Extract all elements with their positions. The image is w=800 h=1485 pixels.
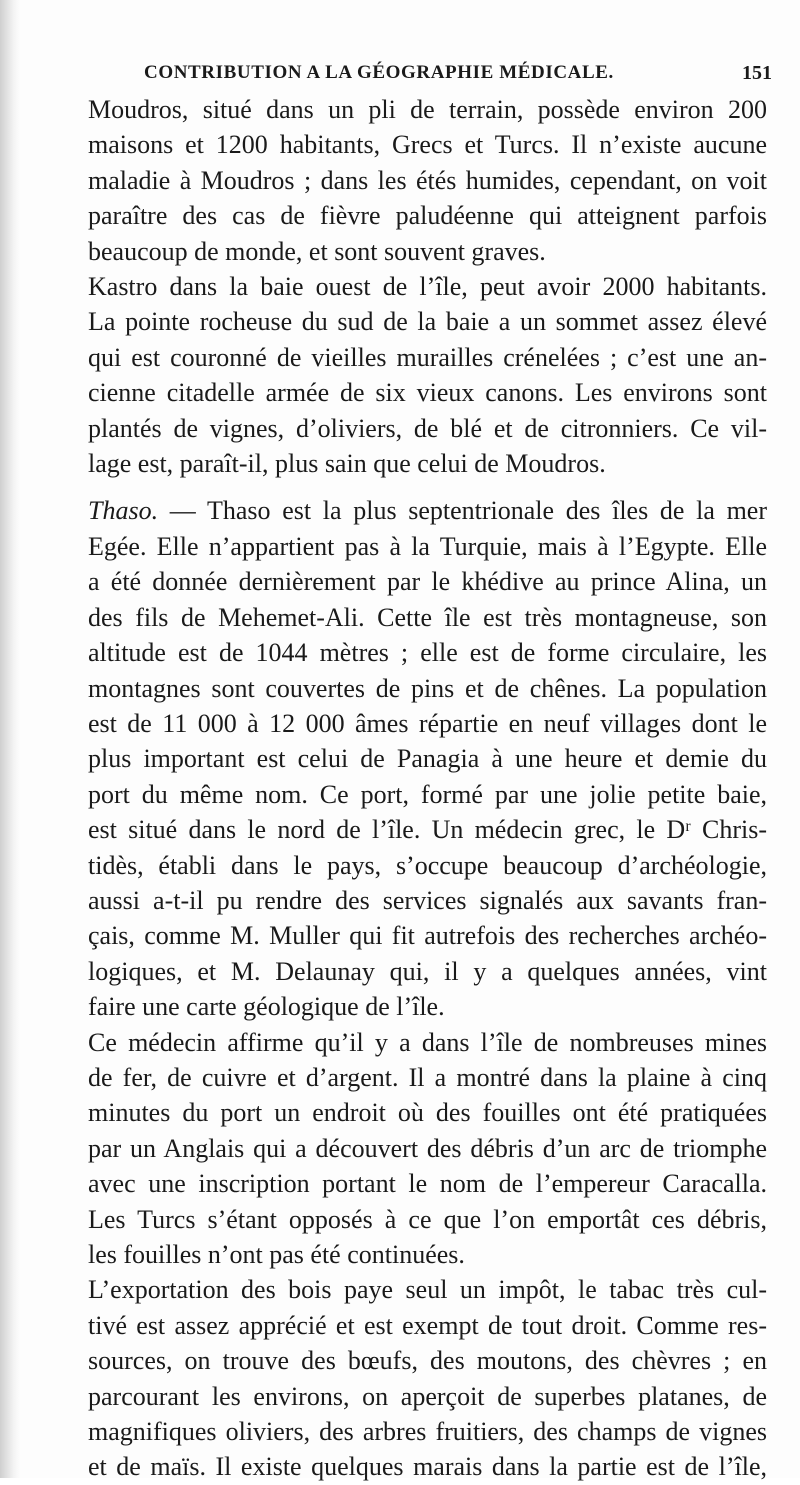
text-line: avec une inscription portant le nom de l’empereur Caracalla. [88,1169,767,1199]
text-line: et de maïs. Il existe quelques marais dans la partie est de l’île, [88,1452,767,1482]
text-line: aussi a-t-il pu rendre des services signalés aux savants fran- [88,885,767,915]
paragraph-mines [62,1025,767,1273]
text-line: lage est, paraît-il, plus sain que celui de Moudros. [88,449,606,479]
text-line: Ce médecin affirme qu’il y a dans l’île de nombreuses mines [88,1027,767,1057]
text-line: tivé est assez apprécié et est exempt de tout droit. Comme res- [88,1310,767,1340]
text-line: plus important est celui de Panagia à une heure et demie du [88,744,767,774]
text-line: altitude est de 1044 mètres ; elle est de forme circulaire, les [88,638,767,668]
text-line: magnifiques oliviers, des arbres fruitiers, des champs de vignes [88,1417,767,1447]
text-line: plantés de vignes, d’oliviers, de blé et de citronniers. Ce vil- [88,413,767,443]
page-header [62,62,776,92]
body-text [62,92,767,1485]
text-line: les fouilles n’ont pas été continuées. [88,1240,465,1269]
text-line: maladie à Moudros ; dans les étés humides, cependant, on voit [88,165,767,195]
text-line: Kastro dans la baie ouest de l’île, peut avoir 2000 habitants. [88,272,767,302]
text-line: port du même nom. Ce port, formé par une jolie petite baie, [88,779,767,809]
text-line: faire une carte géologique de l’île. [88,992,445,1022]
text-line [62,493,767,528]
text-line: de fer, de cuivre et d’argent. Il a montré dans la plaine à cinq [88,1062,767,1092]
paragraph-exportation [62,1272,767,1484]
text-line: Moudros, situé dans un pli de terrain, possède environ 200 [88,95,767,124]
text-line: montagnes sont couvertes de pins et de chênes. La population [88,673,767,703]
text-line: parcourant les environs, on aperçoit de superbes platanes, de [88,1381,767,1411]
text-line: minutes du port un endroit où des fouilles ont été pratiquées [88,1098,767,1128]
text-line: a été donnée dernièrement par le khédive au prince Alina, un [88,567,767,597]
text-line: sources, on trouve des bœufs, des moutons, des chèvres ; en [88,1346,767,1376]
paragraph-kastro [62,269,767,481]
paragraph-thaso [62,493,767,1024]
text-line: beaucoup de monde, et sont souvent graves. [88,236,546,266]
text-line: Egée. Elle n’appartient pas à la Turquie, mais à l’Egypte. Elle [88,531,767,561]
text-line: qui est couronné de vieilles murailles crénelées ; c’est une an- [88,342,767,372]
text-line: La pointe rocheuse du sud de la baie a un sommet assez élevé [88,307,767,337]
text-line: maisons et 1200 habitants, Grecs et Turcs. Il n’existe aucune [88,130,767,160]
text-line: est de 11 000 à 12 000 âmes répartie en neuf villages dont le [88,708,767,738]
paragraph-moudros [62,92,767,269]
text-line: tidès, établi dans le pays, s’occupe beaucoup d’archéologie, [88,850,767,880]
running-head: CONTRIBUTION A LA GÉOGRAPHIE MÉDICALE. [144,62,614,83]
text-line: L’exportation des bois paye seul un impôt, le tabac très cul- [88,1275,767,1305]
text-line: cienne citadelle armée de six vieux canons. Les environs sont [88,378,767,408]
text-line: çais, comme M. Muller qui fit autrefois des recherches archéo- [88,921,767,951]
text-line: logiques, et M. Delaunay qui, il y a quelques années, vint [88,956,767,986]
section-title: Thaso. [88,496,159,526]
text-line: des fils de Mehemet-Ali. Cette île est très montagneuse, son [88,602,767,632]
text-line: Les Turcs s’étant opposés à ce que l’on emportât ces débris, [88,1204,767,1234]
text-run: — Thaso est la plus septentrionale des îles de la mer [158,496,767,526]
binding-edge-shadow [0,0,20,1478]
page-number: 151 [742,62,772,84]
text-line: paraître des cas de fièvre paludéenne qui atteignent parfois [88,201,767,231]
text-line: est situé dans le nord de l’île. Un médecin grec, le Dʳ Chris- [88,815,767,845]
text-line: par un Anglais qui a découvert des débris d’un arc de triomphe [88,1133,767,1163]
